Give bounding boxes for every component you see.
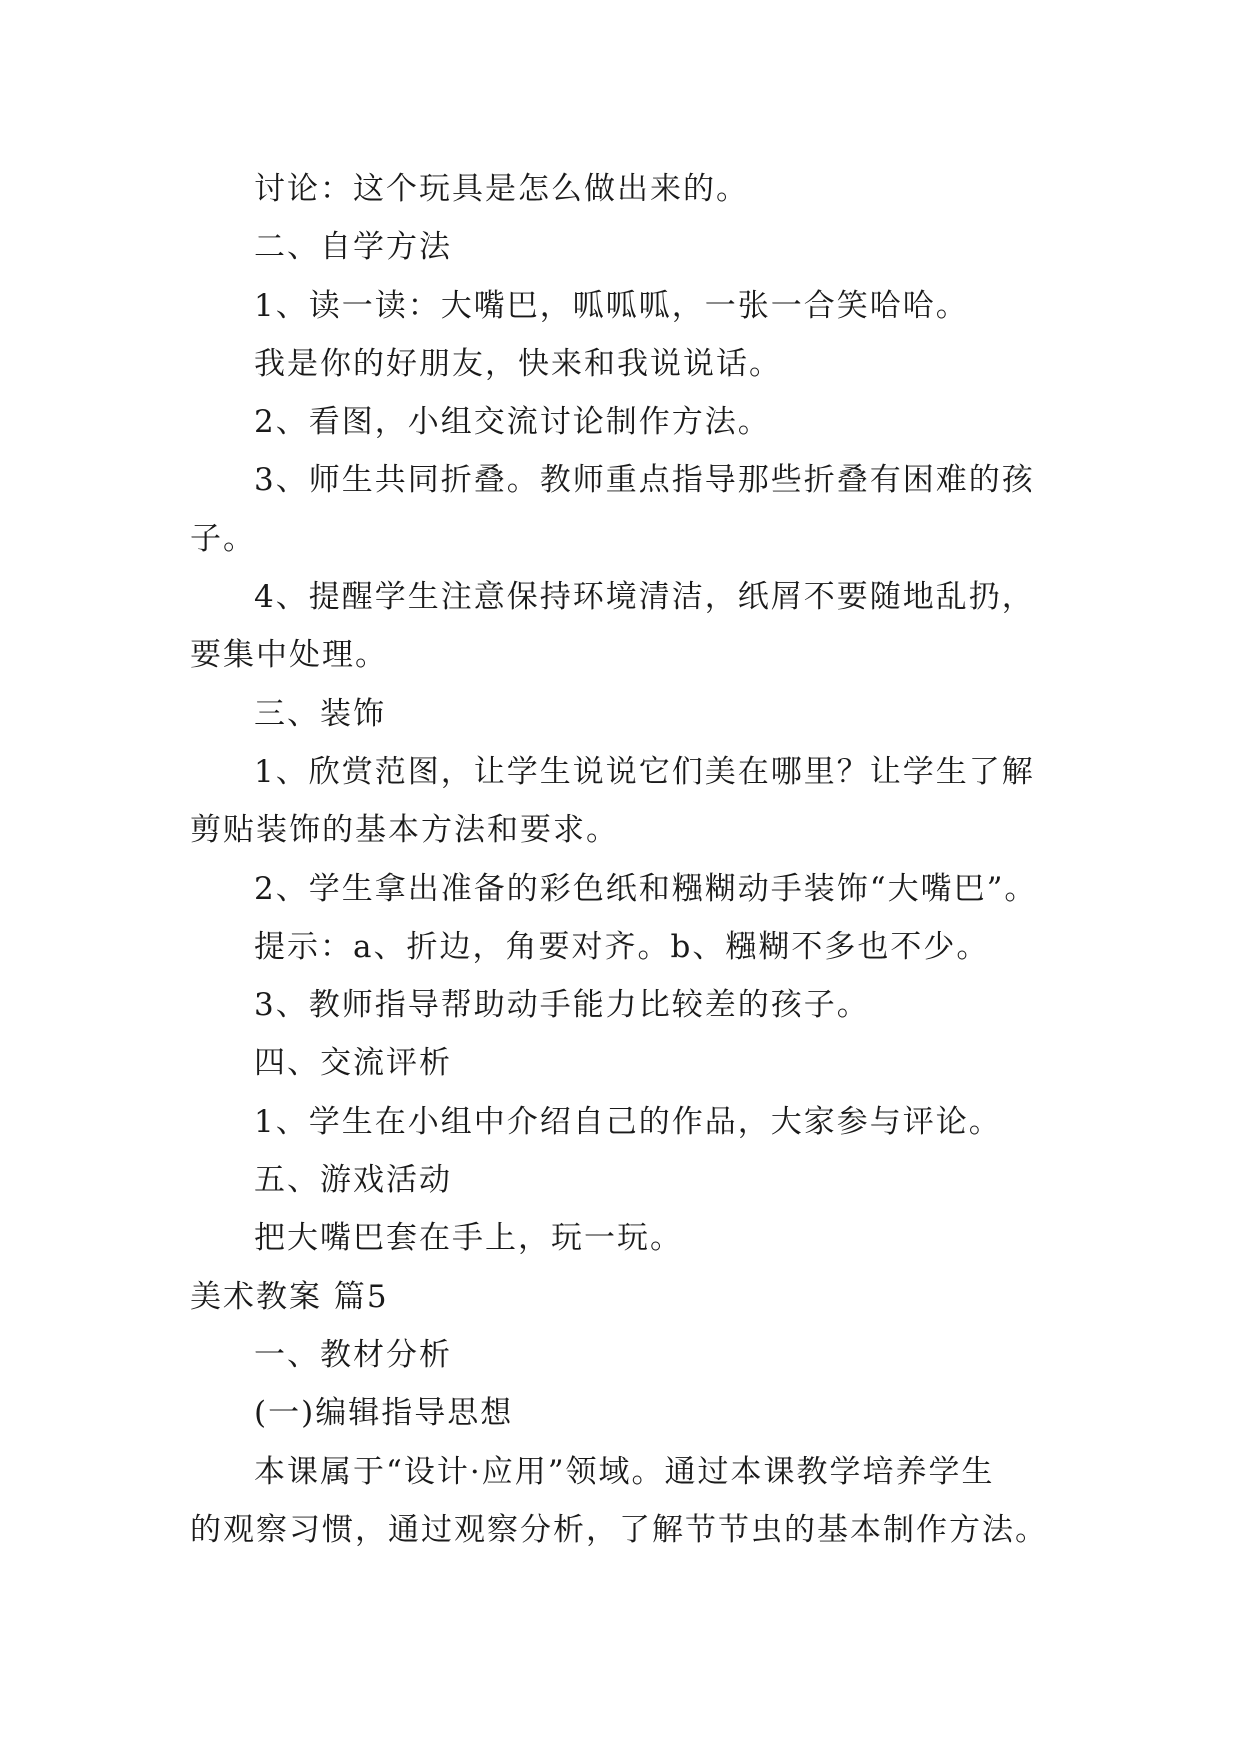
section-heading: 四、交流评析 — [254, 1045, 452, 1082]
section-heading: 一、教材分析 — [254, 1336, 452, 1373]
paragraph-line: 本课属于“设计·应用”领域。通过本课教学培养学生 — [254, 1453, 995, 1490]
section-heading: 五、游戏活动 — [254, 1162, 452, 1199]
section-heading: 二、自学方法 — [254, 229, 452, 266]
paragraph-line: 2、学生拿出准备的彩色纸和糨糊动手装饰“大嘴巴”。 — [254, 870, 1038, 907]
document-body — [190, 160, 1070, 1559]
paragraph-line: 1、学生在小组中介绍自己的作品，大家参与评论。 — [254, 1103, 1002, 1140]
paragraph-line: 4、提醒学生注意保持环境清洁，纸屑不要随地乱扔， — [254, 579, 1035, 616]
paragraph-line: 我是你的好朋友，快来和我说说话。 — [254, 345, 782, 382]
subsection-heading: (一)编辑指导思想 — [254, 1395, 514, 1432]
paragraph-line: 讨论：这个玩具是怎么做出来的。 — [254, 171, 749, 207]
paragraph-line: 剪贴装饰的基本方法和要求。 — [190, 812, 619, 849]
paragraph-line: 2、看图，小组交流讨论制作方法。 — [254, 404, 771, 441]
paragraph-line: 3、师生共同折叠。教师重点指导那些折叠有困难的孩 — [254, 462, 1035, 499]
paragraph-line: 1、欣赏范图，让学生说说它们美在哪里？让学生了解 — [254, 753, 1035, 790]
paragraph-line: 要集中处理。 — [190, 637, 388, 674]
paragraph-line: 的观察习惯，通过观察分析，了解节节虫的基本制作方法。 — [190, 1511, 1048, 1548]
section-heading: 三、装饰 — [254, 695, 386, 732]
paragraph-line: 提示：a、折边，角要对齐。b、糨糊不多也不少。 — [254, 928, 990, 965]
paragraph-line: 子。 — [190, 520, 256, 557]
chapter-title: 美术教案 篇5 — [190, 1278, 389, 1315]
paragraph-line: 3、教师指导帮助动手能力比较差的孩子。 — [254, 987, 870, 1024]
paragraph-line: 1、读一读：大嘴巴，呱呱呱，一张一合笑哈哈。 — [254, 287, 969, 324]
paragraph-line: 把大嘴巴套在手上，玩一玩。 — [254, 1220, 683, 1257]
